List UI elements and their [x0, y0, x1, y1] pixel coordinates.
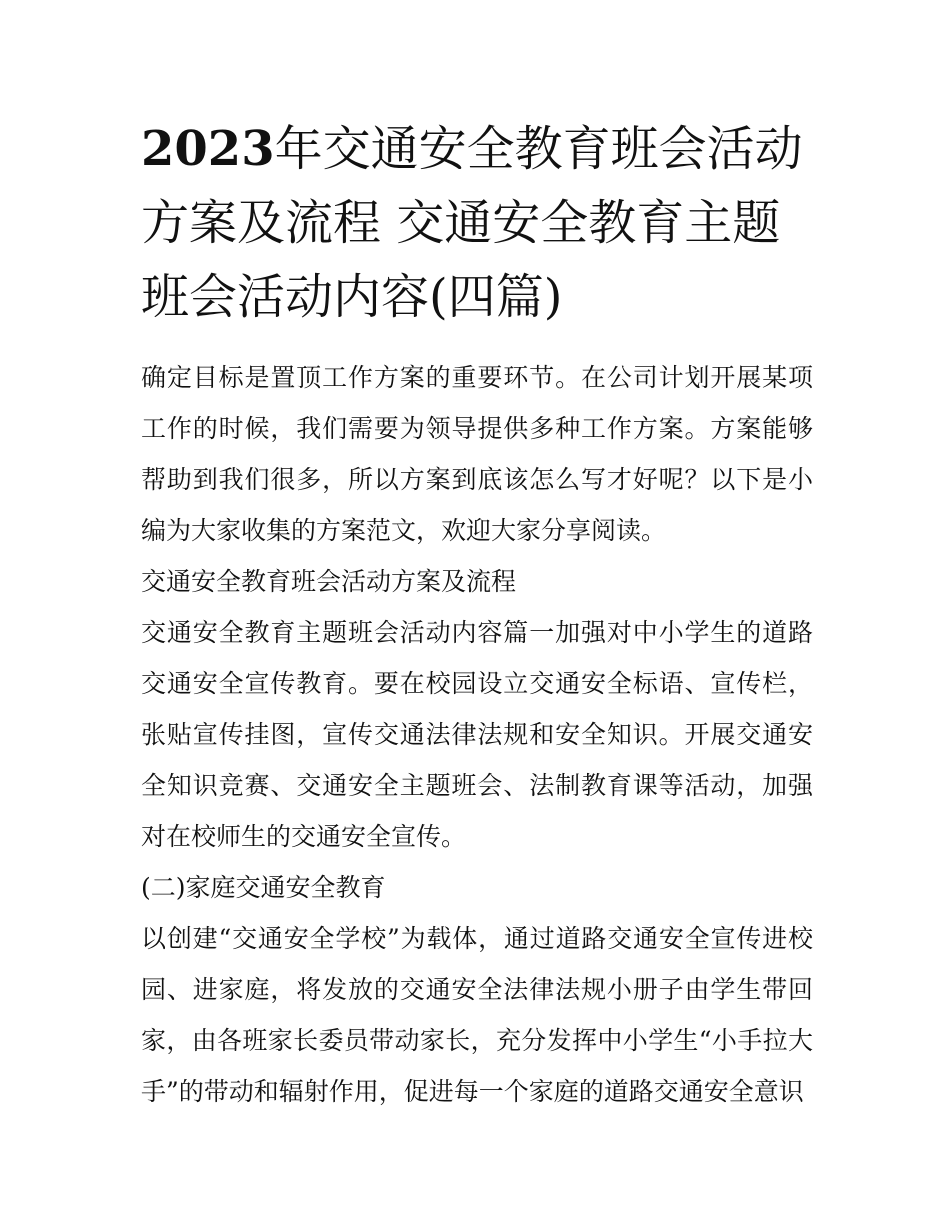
paragraph-family-education: 以创建“交通安全学校”为载体，通过道路交通安全宣传进校园、进家庭，将发放的交通安全法律法规小册子由学生带回家，由各班家长委员带动家长，充分发挥中小学生“小手拉大手”的带动和辐射作用，促进每一个家庭的道路交通安全意识 [141, 924, 813, 1106]
paragraph-part-one: 交通安全教育主题班会活动内容篇一加强对中小学生的道路交通安全宣传教育。要在校园设立交通安全标语、宣传栏，张贴宣传挂图，宣传交通法律法规和安全知识。开展交通安全知识竞赛、交通安全主题班会、法制教育课等活动，加强对在校师生的交通安全宣传。 [141, 618, 813, 851]
paragraph-section-two: (二)家庭交通安全教育 [141, 873, 386, 902]
document-body [141, 112, 813, 1117]
title-year: 2023 [141, 121, 275, 177]
title-spacer [141, 334, 813, 352]
paragraph-intro: 确定目标是置顶工作方案的重要环节。在公司计划开展某项工作的时候，我们需要为领导提供多种工作方案。方案能够帮助到我们很多，所以方案到底该怎么写才好呢？以下是小编为大家收集的方案范文，欢迎大家分享阅读。 [141, 363, 813, 545]
paragraph-heading: 交通安全教育班会活动方案及流程 [141, 567, 517, 596]
document-title: 2023年交通安全教育班会活动方案及流程 交通安全教育主题班会活动内容(四篇) [141, 121, 803, 325]
